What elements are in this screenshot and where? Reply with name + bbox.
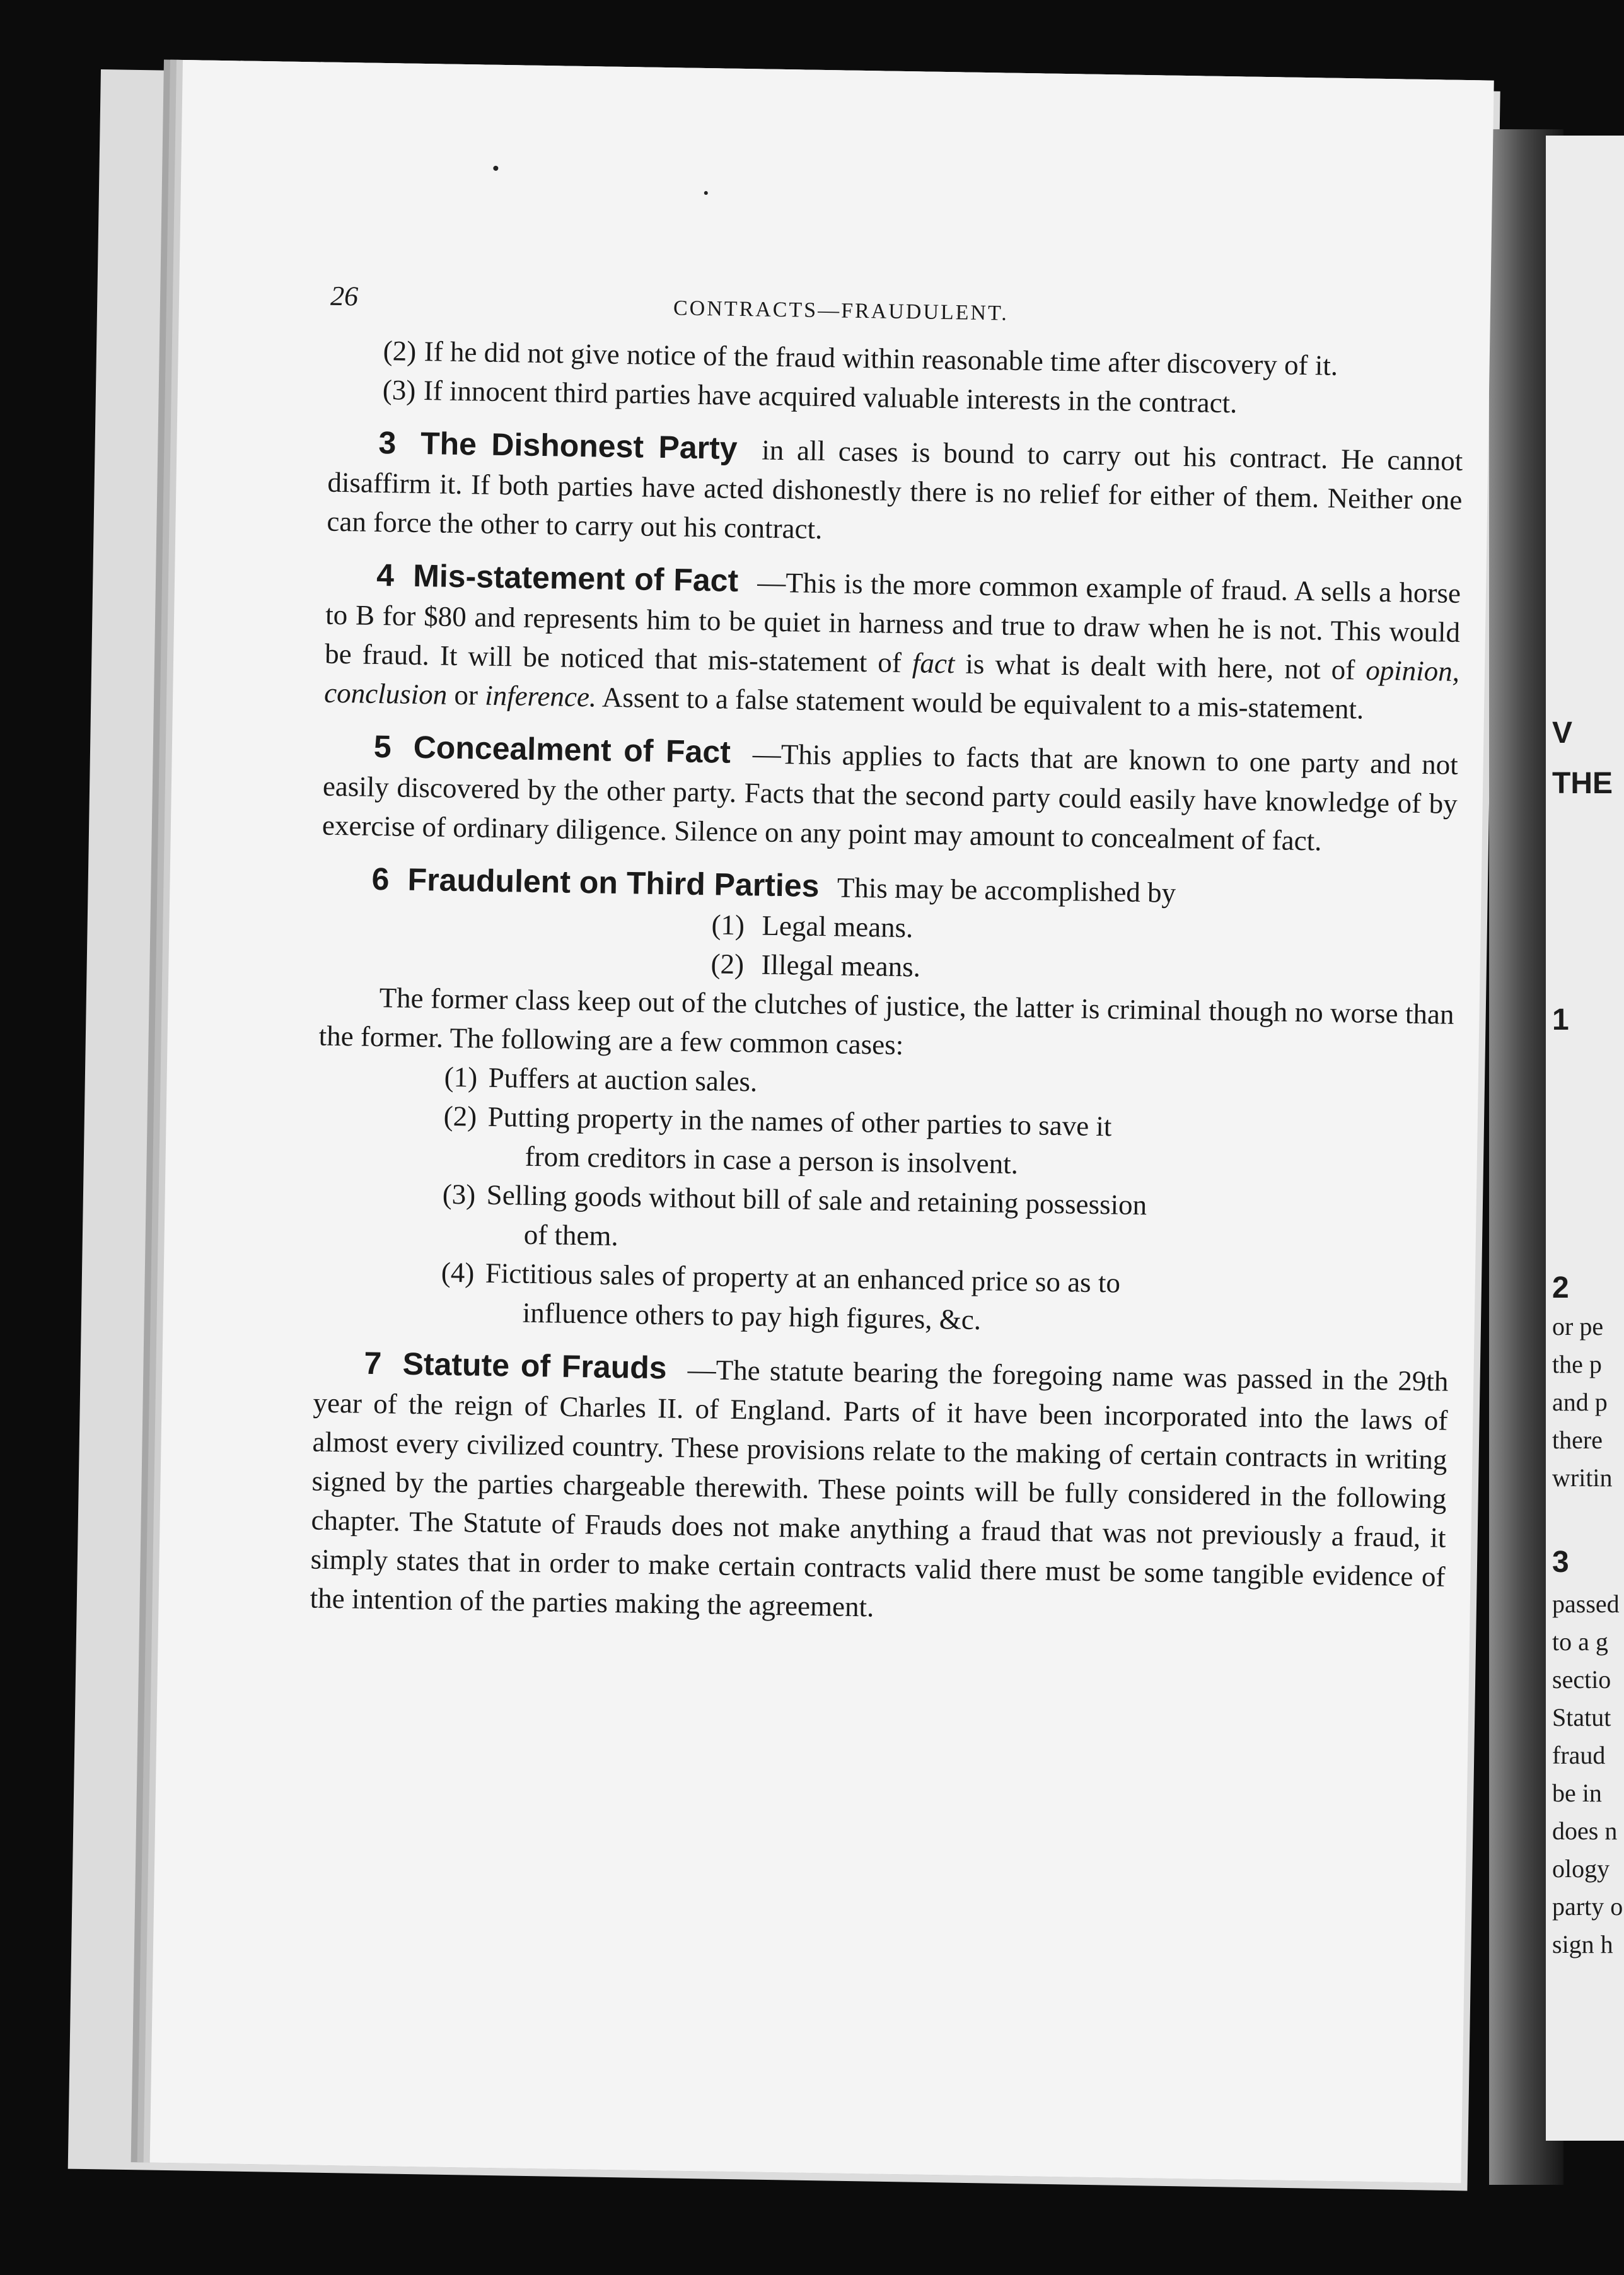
section-6-followup: The former class keep out of the clutches of justice, the latter is criminal though no worse than the former. The following are a few common cases: (318, 982, 1454, 1061)
facing-line: the p (1552, 1350, 1602, 1378)
page-number: 26 (330, 280, 359, 312)
facing-line: and p (1552, 1388, 1608, 1416)
section-number: 4 (376, 557, 395, 593)
item-continuation: from creditors in case a person is insolvent. (525, 1140, 1019, 1180)
section-title: Statute of Frauds (402, 1346, 668, 1386)
facing-num-2: 2 (1552, 1271, 1569, 1305)
page-body (310, 330, 1464, 1636)
item-number: (1) (711, 909, 745, 941)
item-number: (2) (383, 335, 417, 367)
facing-num-1: 1 (1552, 1003, 1569, 1037)
facing-line: Statut (1552, 1703, 1611, 1731)
list-item (441, 1175, 1451, 1269)
facing-line: sectio (1552, 1665, 1611, 1694)
item-number: (3) (382, 374, 416, 406)
item-text: If innocent third parties have acquired valuable interests in the contract. (423, 375, 1238, 419)
section-title: Concealment of Fact (413, 729, 731, 770)
section-number: 6 (371, 861, 390, 897)
list-item (440, 1253, 1450, 1347)
item-text: Selling goods without bill of sale and retaining possession (486, 1178, 1147, 1221)
item-number: (4) (441, 1256, 475, 1289)
section-4 (324, 555, 1461, 730)
item-text: Legal means. (762, 909, 914, 944)
item-number: (3) (442, 1178, 476, 1211)
section-body: —This applies to facts that are known to one party and not easily discovered by the other party. Facts that the second party could easily have knowledge of by exercise of ordinary diligence. Silence on any point may amount to concealment of fact. (322, 738, 1459, 857)
section-body: —The statute bearing the foregoing name was passed in the 29th year of the reign of Charles II. of England. Parts of it have been incorporated into the laws of almost every civilized country. These provisions relate to the making of certain contracts in writing signed by the parties chargeable therewith. These points will be fully considered in the following chapter. The Statute of Frauds does not make anything a fraud that was not previously a fraud, it simply states that in order to make certain contracts valid there must be some tangible evidence of the intention of the parties making the agreement. (310, 1353, 1449, 1623)
facing-line: or pe (1552, 1312, 1604, 1341)
item-text: If he did not give notice of the fraud within reasonable time after discovery of it. (424, 335, 1338, 381)
item-text: Fictitious sales of property at an enhanced price so as to (485, 1257, 1121, 1299)
italic-term: fact (912, 647, 955, 680)
cases-list (314, 1056, 1453, 1347)
section-body: This may be accomplished by (837, 871, 1176, 909)
section-5 (322, 726, 1458, 863)
running-head: CONTRACTS—FRAUDULENT. (673, 296, 1009, 325)
book-page (150, 60, 1494, 2183)
italic-term: inference. (484, 679, 597, 713)
section-body: in all cases is bound to carry out his contract. He cannot disaffirm it. If both parties have acted dishonestly there is no relief for either of them. Neither one can force the other to carry out his contract. (327, 434, 1463, 545)
item-continuation: influence others to pay high figures, &c. (522, 1296, 982, 1336)
section-title: The Dishonest Party (420, 426, 738, 466)
section-number: 7 (364, 1345, 382, 1382)
section-7 (310, 1343, 1449, 1636)
facing-line: does n (1552, 1817, 1618, 1845)
facing-line: passed (1552, 1590, 1620, 1618)
item-number: (1) (444, 1061, 478, 1093)
ink-speck (493, 166, 498, 171)
list-item (443, 1097, 1453, 1190)
section-number: 3 (378, 424, 397, 461)
facing-line: fraud (1552, 1741, 1606, 1769)
facing-line: party o (1552, 1892, 1623, 1921)
facing-line: sign h (1552, 1930, 1613, 1958)
section-body: —This is the more common example of fraud. A sells a horse to B for $80 and represents him to be quiet in harness and true to draw when he is not. This would be fraud. It will be noticed that mis-statement of (324, 566, 1461, 679)
section-body: or (454, 678, 478, 711)
section-number: 5 (373, 728, 392, 765)
item-number: (2) (443, 1100, 477, 1132)
facing-line: to a g (1552, 1627, 1608, 1656)
section-3 (327, 422, 1463, 559)
facing-line: ology (1552, 1854, 1610, 1883)
facing-line: writin (1552, 1463, 1613, 1492)
facing-line: there (1552, 1426, 1603, 1454)
facing-page (1546, 136, 1624, 2141)
item-text: Puffers at auction sales. (488, 1061, 758, 1098)
ink-speck (704, 191, 708, 195)
item-number: (2) (710, 948, 745, 980)
section-body: is what is dealt with here, not of (965, 648, 1355, 686)
item-text: Putting property in the names of other parties to save it (487, 1100, 1112, 1143)
item-continuation: of them. (523, 1218, 619, 1252)
facing-head-2: THE (1552, 767, 1613, 800)
item-text: Illegal means. (761, 948, 921, 983)
italic-term: opinion, conclusion (323, 654, 1460, 711)
facing-head-1: V (1552, 716, 1573, 750)
facing-line: be in (1552, 1779, 1602, 1807)
section-body: Assent to a false statement would be equivalent to a mis-statement. (601, 681, 1364, 725)
section-title: Mis-statement of Fact (412, 557, 739, 598)
section-title: Fraudulent on Third Parties (407, 861, 820, 904)
facing-num-3: 3 (1552, 1545, 1569, 1579)
